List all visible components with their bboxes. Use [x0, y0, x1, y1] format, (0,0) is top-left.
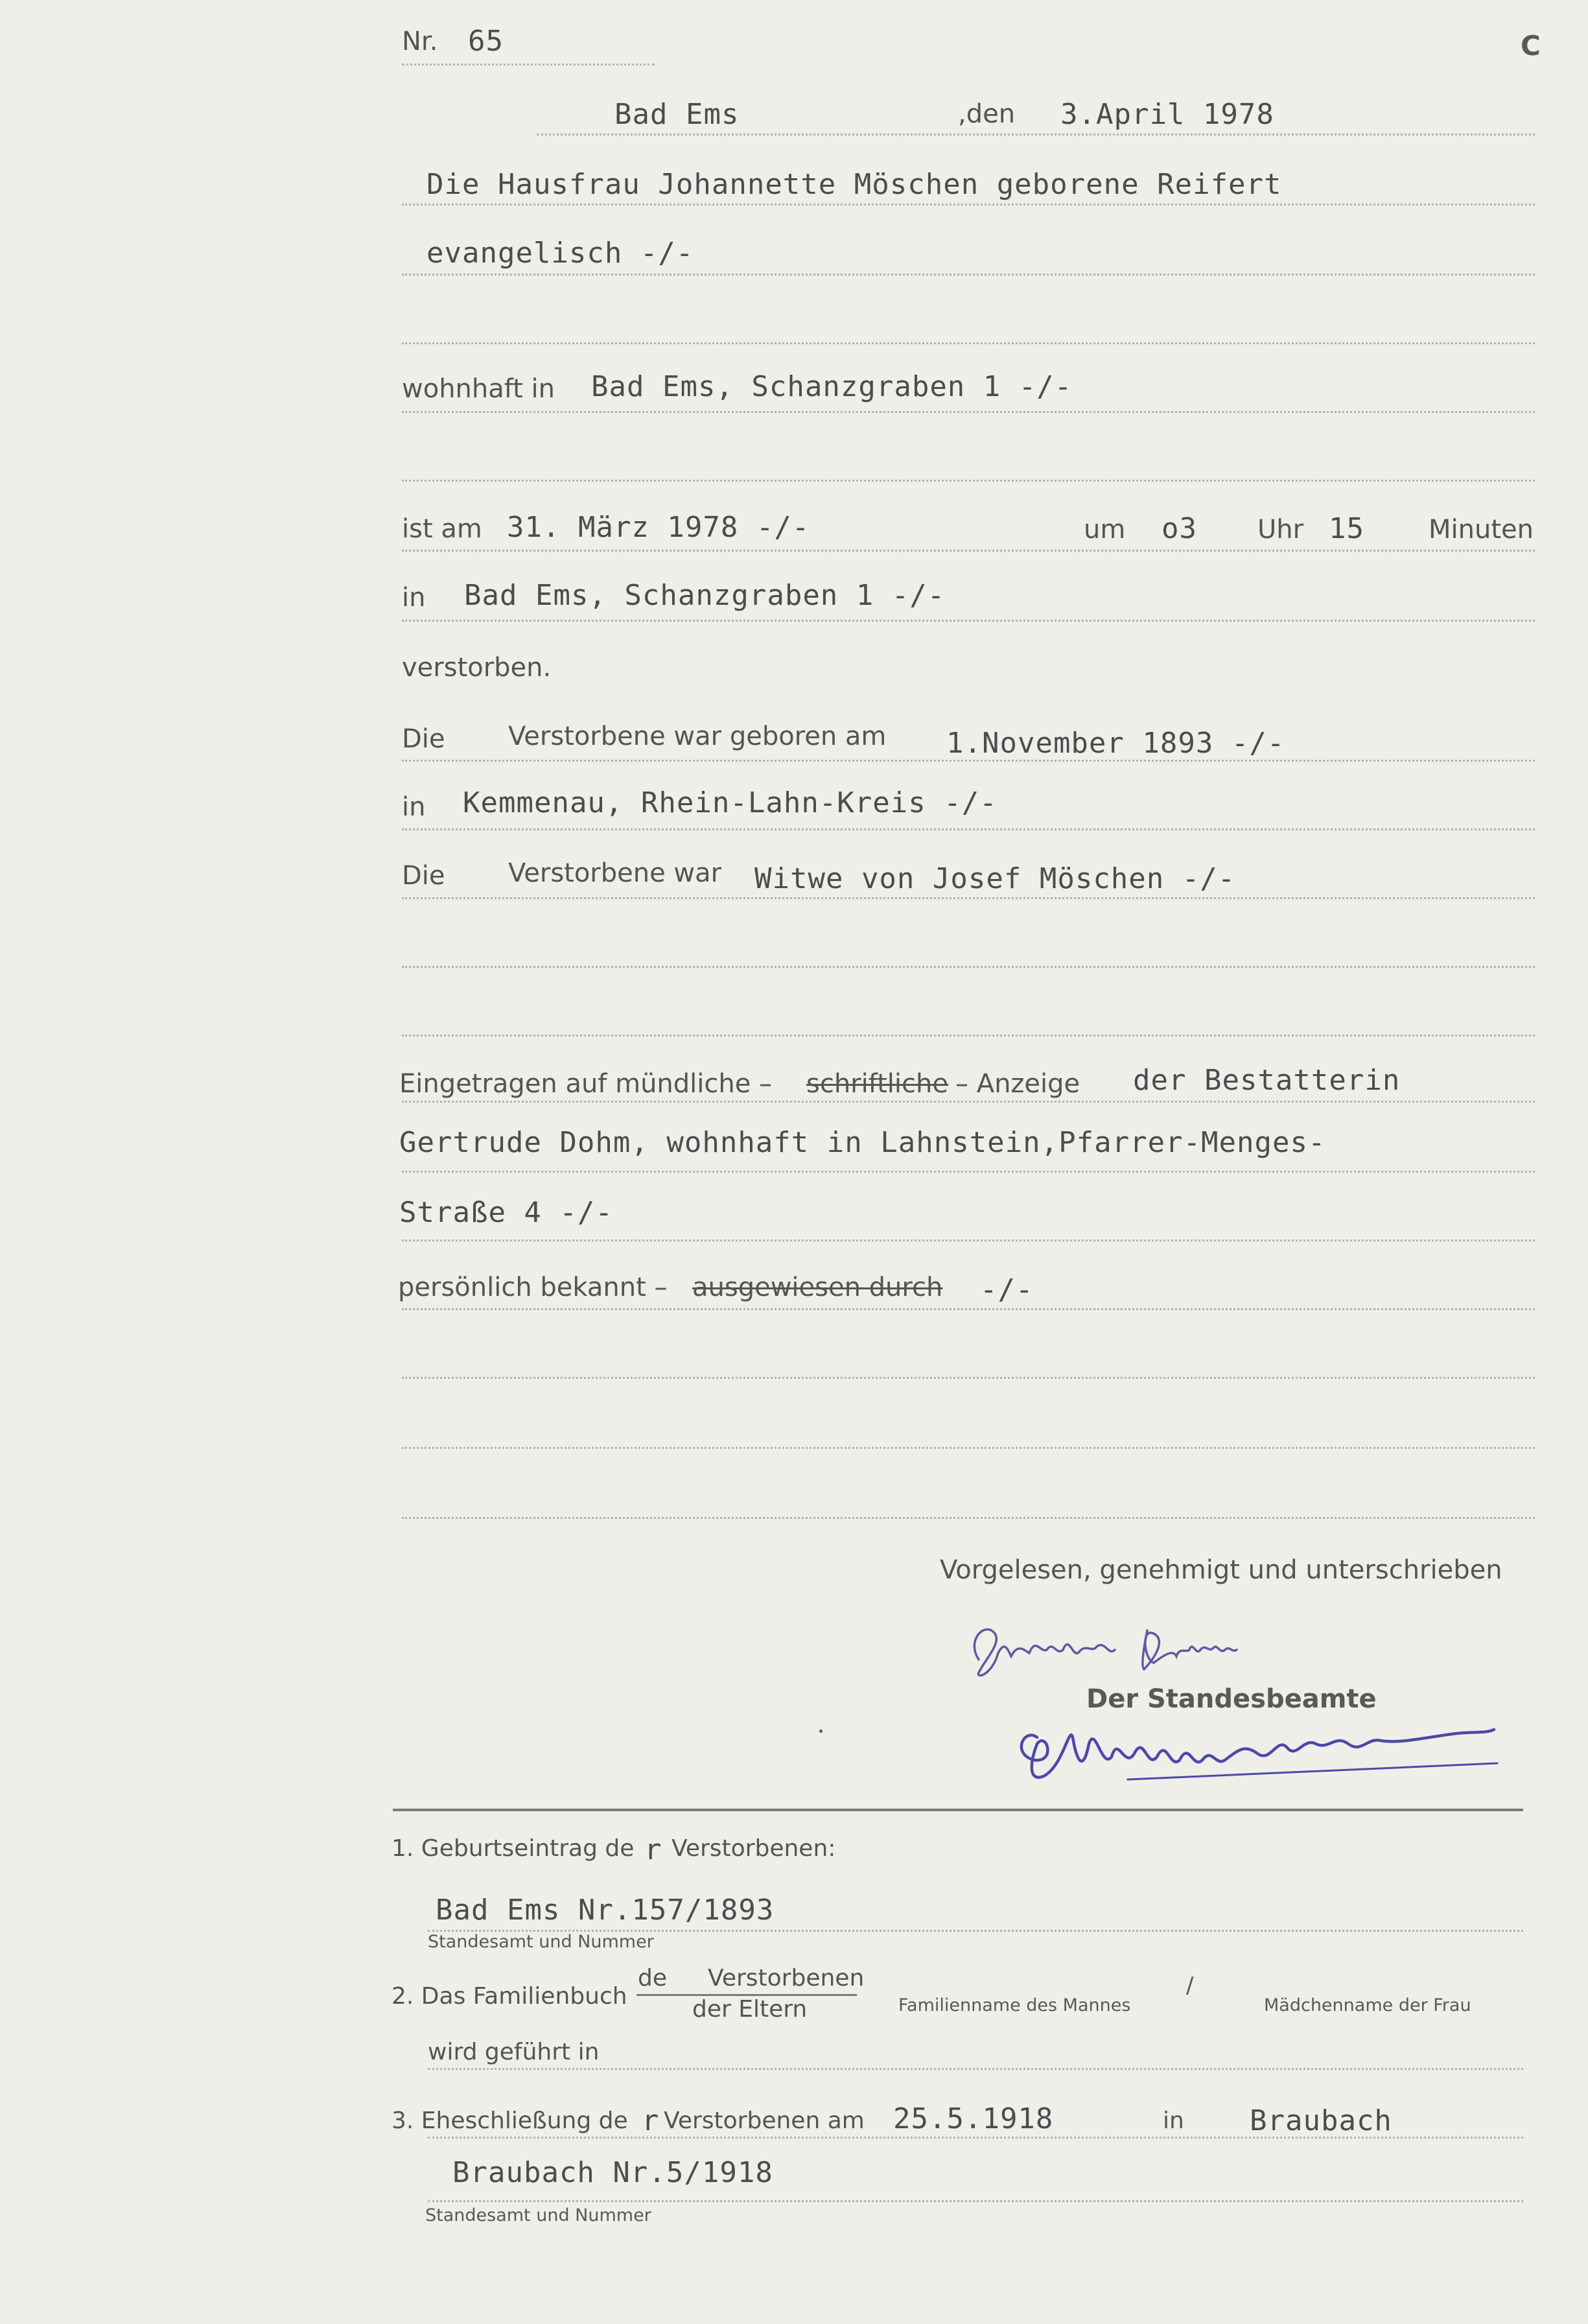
blank-line-6 [402, 1447, 1535, 1449]
death-minutes: 15 [1329, 512, 1364, 545]
residence: Bad Ems, Schanzgraben 1 -/- [591, 370, 1073, 403]
informant-line-1-rule [402, 1101, 1535, 1103]
birth-date-line [402, 760, 1535, 762]
official-signature [998, 1698, 1504, 1796]
informant-line-1: der Bestatterin [1133, 1064, 1401, 1097]
ist-am-label: ist am [402, 514, 482, 544]
death-in-label: in [402, 583, 426, 613]
footer-divider [393, 1809, 1523, 1811]
birth-place-line [402, 828, 1535, 830]
registration-date: 3.April 1978 [1060, 98, 1274, 131]
person-line-1: Die Hausfrau Johannette Möschen geborene Reifert [426, 168, 1282, 201]
person-line-1-rule [402, 204, 1535, 205]
residence-line [402, 411, 1535, 413]
war-label: Verstorbene war [508, 858, 722, 888]
place-of-death: Bad Ems, Schanzgraben 1 -/- [464, 579, 946, 612]
birth-die-label: Die [402, 724, 445, 754]
blank-line-5 [402, 1377, 1535, 1379]
marital-line [402, 897, 1535, 899]
informant-line-2-rule [402, 1171, 1535, 1173]
blank-line-4 [402, 1035, 1535, 1037]
item2-wird: wird geführt in [428, 2039, 600, 2065]
date-line [537, 134, 1535, 135]
person-line-2-rule [402, 274, 1535, 276]
blank-line-1 [402, 342, 1535, 344]
item1-label: 1. Geburtseintrag de [391, 1835, 635, 1862]
item3-suffix: r [642, 2104, 660, 2137]
standesbeamte-label: Der Standesbeamte [1086, 1684, 1377, 1714]
nr-line [402, 64, 655, 65]
item2-top: Verstorbenen [708, 1965, 865, 1991]
register-number: 65 [468, 25, 504, 58]
informant-line-2: Gertrude Dohm, wohnhaft in Lahnstein,Pfarrer-Menges- [399, 1126, 1326, 1159]
blank-line-7 [402, 1517, 1535, 1519]
schriftliche-label-struck: schriftliche [806, 1069, 948, 1099]
item3-line [428, 2200, 1523, 2202]
nr-label: Nr. [402, 27, 438, 56]
marriage-place: Braubach [1250, 2104, 1392, 2137]
blank-line-3 [402, 966, 1535, 968]
informant-line-3: Straße 4 -/- [399, 1196, 613, 1229]
birth-record-reference: Bad Ems Nr.157/1893 [436, 1894, 775, 1927]
vorgelesen-label: Vorgelesen, genehmigt und unterschrieben [940, 1555, 1502, 1585]
death-hour: o3 [1162, 512, 1197, 545]
item1-suffix: r [644, 1833, 662, 1866]
item2-caption-right: Mädchenname der Frau [1264, 1995, 1471, 2015]
eingetragen-label: Eingetragen auf mündliche – [399, 1069, 773, 1099]
item2-label: 2. Das Familienbuch [391, 1983, 627, 2010]
geboren-label: Verstorbene war geboren am [508, 722, 887, 751]
minuten-label: Minuten [1429, 515, 1534, 545]
item3-label: 3. Eheschließung de [391, 2107, 628, 2134]
ausgewiesen-value: -/- [980, 1273, 1034, 1306]
marital-die-label: Die [402, 861, 445, 891]
den-label: ,den [958, 99, 1016, 129]
item1-caption: Standesamt und Nummer [428, 1932, 654, 1952]
place-of-registration: Bad Ems [614, 98, 740, 131]
verstorben-label: verstorben. [402, 653, 552, 683]
item2-bottom: der Eltern [692, 1996, 808, 2023]
item2-caption-left: Familienname des Mannes [898, 1995, 1131, 2015]
wohnhaft-label: wohnhaft in [402, 374, 555, 404]
birth-in-label: in [402, 792, 426, 822]
item3-date-line [428, 2137, 1523, 2139]
uhr-label: Uhr [1257, 515, 1304, 545]
ausgewiesen-label-struck: ausgewiesen durch [692, 1273, 943, 1302]
death-date-line [402, 550, 1535, 552]
item3-caption: Standesamt und Nummer [425, 2205, 651, 2225]
item3-in: in [1163, 2107, 1184, 2134]
marital-status: Witwe von Josef Möschen -/- [754, 862, 1236, 895]
um-label: um [1084, 515, 1126, 545]
date-of-birth: 1.November 1893 -/- [946, 727, 1285, 760]
item3-end: Verstorbenen am [664, 2107, 865, 2134]
anzeige-label: – Anzeige [955, 1069, 1080, 1099]
informant-line-3-rule [402, 1239, 1535, 1241]
person-line-2: evangelisch -/- [426, 237, 694, 270]
marriage-date: 25.5.1918 [893, 2102, 1054, 2135]
bekannt-label: persönlich bekannt – [398, 1273, 668, 1302]
informant-signature [959, 1614, 1270, 1685]
ink-dot [819, 1730, 823, 1733]
place-of-death-line [402, 620, 1535, 622]
blank-line-2 [402, 480, 1535, 482]
item2-slash: / [1186, 1973, 1194, 1999]
marriage-record-reference: Braubach Nr.5/1918 [452, 2156, 773, 2189]
date-of-death: 31. März 1978 -/- [507, 511, 810, 544]
place-of-birth: Kemmenau, Rhein-Lahn-Kreis -/- [463, 786, 998, 819]
item2-top-de: de [638, 1965, 667, 1991]
item1-end: Verstorbenen: [671, 1835, 836, 1862]
bekannt-line [402, 1308, 1535, 1310]
corner-letter: C [1521, 30, 1541, 62]
item2-line [428, 2068, 1523, 2070]
